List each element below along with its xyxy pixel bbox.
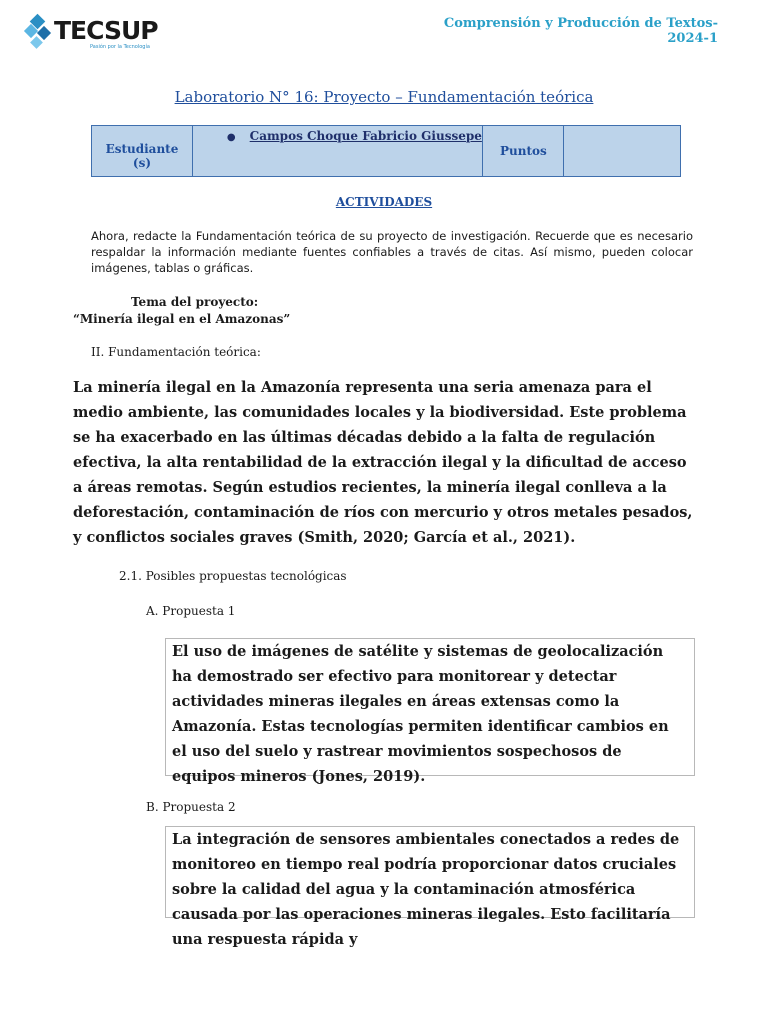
proposal-2-box: La integración de sensores ambientales conectados a redes de monitoreo en tiempo real podría proporcionar datos cruciales sobre la calidad del agua y la contaminación atmosférica causada por las operaciones mineras ilegales. Esto facilitaría una respuesta rápida y <box>165 826 695 918</box>
proposal-2-label: B. Propuesta 2 <box>146 800 236 814</box>
student-label-cell <box>92 126 193 177</box>
activities-heading: ACTIVIDADES <box>335 195 433 209</box>
proposal-1-box: El uso de imágenes de satélite y sistemas de geolocalización ha demostrado ser efectivo para monitorear y detectar actividades mineras ilegales en áreas extensas como la Amazonía. Estas tecnologías permiten identificar cambios en el uso del suelo y rastrear movimientos sospechosos de equipos mineros (Jones, 2019). <box>165 638 695 776</box>
logo-text: TECSUP <box>54 16 158 45</box>
main-paragraph: La minería ilegal en la Amazonía representa una seria amenaza para el medio ambiente, las comunidades locales y la biodiversidad. Este problema se ha exacerbado en las últimas décadas debido a la falta de regulación efectiva, la alta rentabilidad de la extracción ilegal y la dificultad de acceso a áreas remotas. Según estudios recientes, la minería ilegal conlleva a la deforestación, contaminación de ríos con mercurio y otros metales pesados, y conflictos sociales graves (Smith, 2020; García et al., 2021). <box>73 379 693 546</box>
proposal-1-label: A. Propuesta 1 <box>146 604 236 618</box>
bullet-icon: ● <box>226 132 236 143</box>
student-name-cell <box>192 126 482 177</box>
subsection-heading: 2.1. Posibles propuestas tecnológicas <box>119 569 347 583</box>
course-line-2: 2024-1 <box>667 31 718 46</box>
document-title: Laboratorio N° 16: Proyecto – Fundamentación teórica <box>174 88 594 106</box>
course-line-1: Comprensión y Producción de Textos- <box>443 16 718 31</box>
student-label-line-1: Estudiante <box>105 142 179 156</box>
project-topic-label: Tema del proyecto: <box>131 295 259 309</box>
points-value <box>564 126 681 177</box>
student-table <box>91 125 681 177</box>
student-label-line-2: (s) <box>132 156 152 170</box>
logo-tagline: Pasión por la Tecnología <box>90 44 150 50</box>
project-topic: “Minería ilegal en el Amazonas” <box>73 312 291 326</box>
course-header <box>444 16 718 46</box>
points-label: Puntos <box>483 126 564 177</box>
section-heading: II. Fundamentación teórica: <box>91 345 261 359</box>
student-name: Campos Choque Fabricio Giussepe <box>249 129 482 143</box>
instructions-paragraph: Ahora, redacte la Fundamentación teórica de su proyecto de investigación. Recuerde que es necesario respaldar la información mediante fuentes confiables a través de citas. Así mismo, pueden colocar imágenes, tablas o gráficas. <box>91 229 693 275</box>
